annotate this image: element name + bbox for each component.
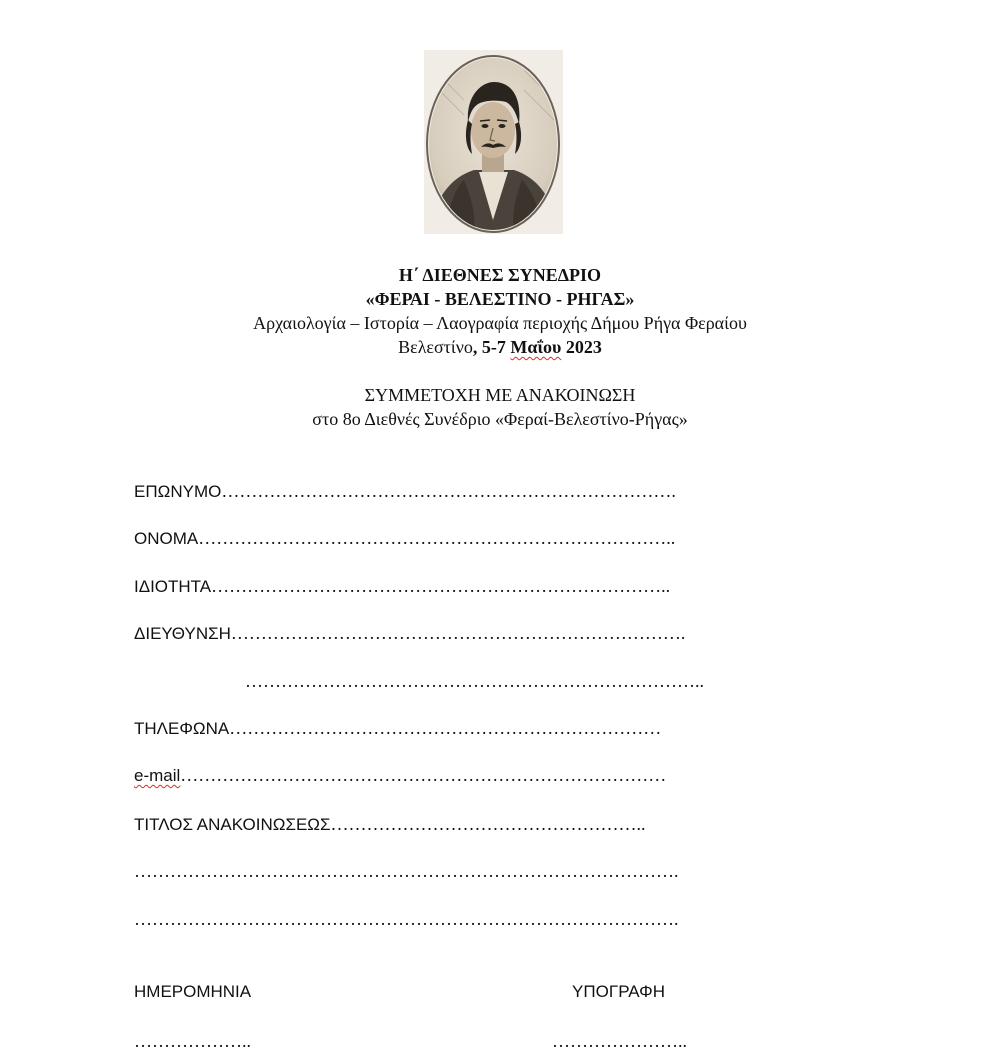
signature-input[interactable] [552, 1030, 687, 1052]
surname-field[interactable] [134, 480, 676, 503]
email-field[interactable] [134, 764, 666, 787]
profession-label: ΙΔΙΟΤΗΤΑ [134, 577, 212, 596]
conference-header [0, 263, 1000, 359]
paper-title-dots: …………………………………………….. [330, 814, 646, 834]
profession-field[interactable] [134, 575, 670, 598]
address-line2-dots: ………………………………………………………………….. [245, 671, 704, 691]
date-label: ΗΜΕΡΟΜΗΝΙΑ [134, 982, 252, 1001]
portrait-image [424, 50, 563, 234]
paper-title-line3-dots: ………………………………………………………………………………. [134, 909, 679, 929]
portrait-engraving-icon [424, 50, 563, 234]
conference-place-date: Βελεστίνο, 5-7 Μαΐου 2023 [398, 337, 602, 357]
paper-title-label: ΤΙΤΛΟΣ ΑΝΑΚΟΙΝΩΣΕΩΣ [134, 815, 331, 834]
conference-place: Βελεστίνο [398, 337, 473, 357]
form-subtitle: στο 8ο Διεθνές Συνέδριο «Φεραί-Βελεστίνο-Ρήγας» [312, 409, 688, 429]
conference-topics: Αρχαιολογία – Ιστορία – Λαογραφία περιοχής Δήμου Ρήγα Φεραίου [253, 313, 747, 333]
surname-label: ΕΠΩΝΥΜΟ [134, 482, 222, 501]
date-dots: ……………….. [134, 1031, 251, 1051]
surname-dots: …………………………………………………………………. [221, 481, 676, 501]
date-field [134, 980, 251, 1003]
form-title: ΣΥΜΜΕΤΟΧΗ ΜΕ ΑΝΑΚΟΙΝΩΣΗ [364, 385, 636, 405]
conference-title: Η΄ ΔΙΕΘΝΕΣ ΣΥΝΕΔΡΙΟ [398, 265, 602, 285]
signature-field [572, 980, 665, 1003]
name-dots: …………………………………………………………………….. [198, 528, 676, 548]
name-label: ΟΝΟΜΑ [134, 529, 199, 548]
email-label: e-mail [134, 766, 181, 785]
phones-label: ΤΗΛΕΦΩΝΑ [134, 719, 230, 738]
paper-title-field[interactable] [134, 813, 646, 836]
name-field[interactable] [134, 527, 675, 550]
conference-year: 2023 [561, 337, 602, 357]
paper-title-line2-field[interactable] [134, 860, 679, 882]
conference-month: Μαΐου [510, 337, 562, 357]
signature-dots: ………………….. [552, 1031, 687, 1051]
conference-days: 5-7 [481, 337, 511, 357]
address-label: ΔΙΕΥΘΥΝΣΗ [134, 624, 231, 643]
address-dots: …………………………………………………………………. [230, 623, 686, 643]
date-input[interactable] [134, 1030, 251, 1052]
conference-name: «ΦΕΡΑΙ - ΒΕΛΕΣΤΙΝΟ - ΡΗΓΑΣ» [365, 289, 635, 309]
paper-title-line3-field[interactable] [134, 908, 679, 930]
form-subheader [0, 383, 1000, 431]
phones-dots: ……………………………………………………………… [229, 718, 662, 738]
profession-dots: ………………………………………………………………….. [211, 576, 671, 596]
address-field[interactable] [134, 622, 685, 645]
email-dots: ……………………………………………………………………… [180, 765, 667, 785]
address-line2-field[interactable] [245, 670, 704, 692]
signature-label: ΥΠΟΓΡΑΦΗ [572, 982, 665, 1001]
paper-title-line2-dots: ………………………………………………………………………………. [134, 861, 679, 881]
phones-field[interactable] [134, 717, 661, 740]
